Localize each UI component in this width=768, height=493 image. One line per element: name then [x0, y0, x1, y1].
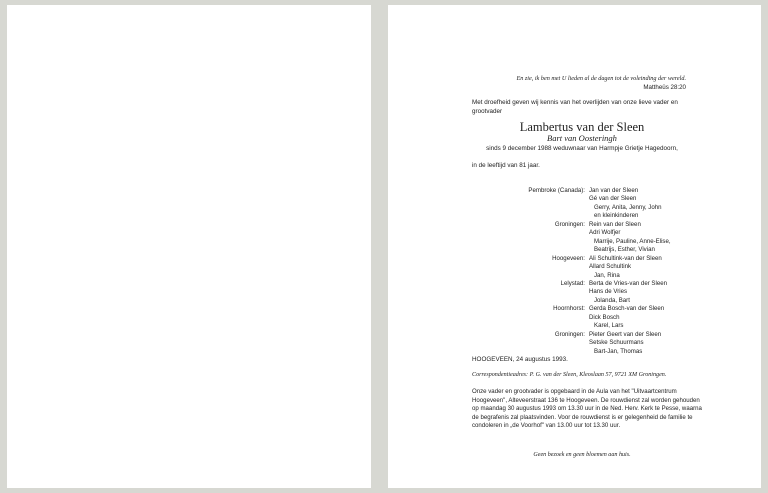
- closing-note: Geen bezoek en geen bloemen aan huis.: [533, 452, 631, 458]
- family-member-name: Ali Schultink-van der Sleen: [589, 254, 662, 262]
- age-line: in de leeftijd van 81 jaar.: [472, 162, 540, 169]
- place-and-date: HOOGEVEEN, 24 augustus 1993.: [472, 356, 568, 363]
- family-member-name: Rein van der Sleen: [589, 220, 641, 228]
- family-place: Pembroke (Canada):: [528, 187, 585, 194]
- family-member-name: Pieter Geert van der Sleen: [589, 330, 662, 338]
- family-grandchildren: Beatrijs, Esther, Vivian: [594, 246, 655, 254]
- family-place: Groningen:: [554, 330, 585, 338]
- bible-verse: En zie, ik ben met U lieden al de dagen tot de voleinding der wereld.: [516, 75, 686, 82]
- family-place: Groningen:: [554, 220, 585, 228]
- family-member-name: Allard Schultink: [589, 263, 631, 271]
- family-grandchildren: en kleinkinderen: [594, 212, 639, 220]
- funeral-details: Onze vader en grootvader is opgebaard in de Aula van het "Uitvaartcentrum Hoogeveen", Alteveerstraat 136 te Hoogeveen. De rouwdienst zal worden gehouden op maandag 30 augustus 1993 om 13.30 uur in de Ned. Herv. Kerk te Pesse, waarna de begrafenis zal plaatsvinden. Voor de rouwdienst is er gelegenheid de familie te condoleren in „de Voorhof" van 13.00 uur tot 13.30 uur.: [472, 388, 702, 430]
- announcement-intro: Met droefheid geven wij kennis van het overlijden van onze lieve vader en grootvader: [472, 99, 678, 115]
- family-grandchildren: Jolanda, Bart: [594, 296, 630, 304]
- bible-verse-reference: Mattheüs 28:20: [643, 84, 686, 91]
- family-member-name: Gerda Bosch-van der Sleen: [589, 305, 665, 313]
- widower-line: sinds 9 december 1988 weduwnaar van Harmpje Grietje Hagedoorn,: [486, 145, 678, 152]
- family-place: Hoornhorst:: [553, 305, 585, 313]
- deceased-alias: Bart van Oosteringh: [547, 133, 617, 143]
- family-grandchildren: Bart-Jan, Thomas: [594, 347, 643, 355]
- obituary-page: [388, 5, 761, 488]
- family-place: Lelystad:: [560, 279, 585, 287]
- family-member-name: Hans de Vries: [589, 288, 628, 296]
- deceased-name: Lambertus van der Sleen: [519, 120, 645, 134]
- family-grandchildren: Jan, Rina: [594, 271, 620, 279]
- family-member-name: Gé van der Sleen: [589, 195, 637, 203]
- left-blank-page: [7, 5, 371, 488]
- family-grandchildren: Marrije, Pauline, Anne-Elise,: [594, 237, 671, 245]
- family-grandchildren: Gerry, Anita, Jenny, John: [594, 203, 662, 211]
- family-member-name: Jan van der Sleen: [589, 187, 639, 194]
- correspondence-address: Correspondentieadres: P. G. van der Sleen, Kleoslaan 57, 9721 XM Groningen.: [472, 372, 667, 378]
- family-member-name: Adri Wolfjer: [589, 229, 621, 237]
- family-member-name: Berta de Vries-van der Sleen: [589, 279, 668, 287]
- family-grandchildren: Karel, Lars: [594, 322, 624, 330]
- family-member-name: Dick Bosch: [589, 313, 620, 321]
- family-place: Hoogeveen:: [552, 254, 585, 262]
- family-member-name: Setske Schuurmans: [589, 339, 644, 347]
